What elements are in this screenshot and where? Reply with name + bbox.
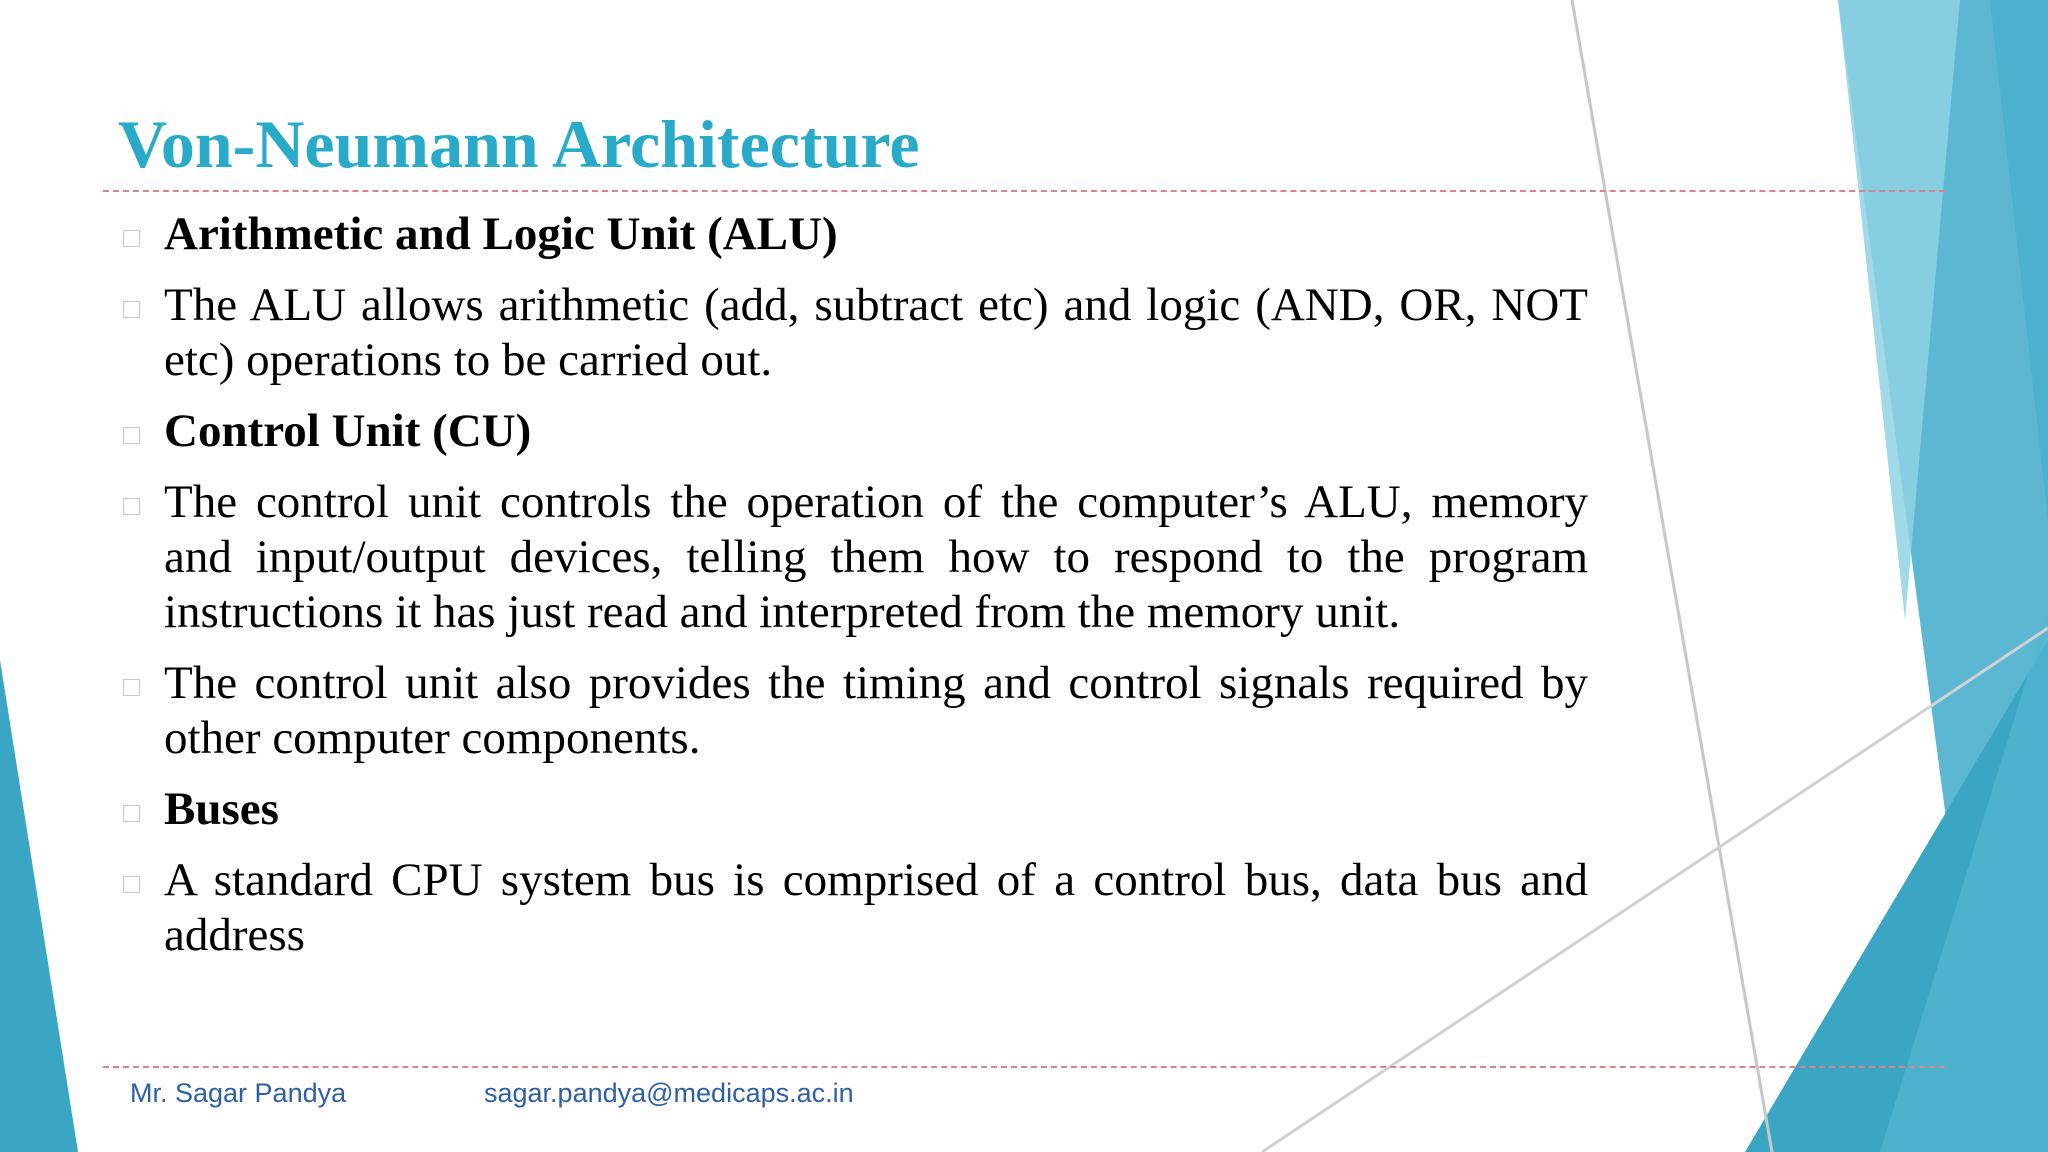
bullet-square-icon (123, 427, 140, 444)
diagonal-line-vertical (1572, 0, 1772, 1152)
section-heading (118, 782, 1588, 837)
left-accent-triangle (0, 660, 78, 1152)
bullet-label: Buses (164, 783, 279, 835)
footer-email: sagar.pandya@medicaps.ac.in (484, 1078, 854, 1108)
bullet-label: Arithmetic and Logic Unit (ALU) (164, 208, 838, 260)
bullet-text (118, 475, 1588, 640)
title-divider (103, 190, 1945, 192)
footer-author: Mr. Sagar Pandya (130, 1078, 347, 1108)
bullet-square-icon (123, 230, 140, 247)
bullet-square-icon (123, 498, 140, 515)
bullet-square-icon (123, 805, 140, 822)
bullet-label: The control unit controls the operation of the computer’s ALU, memory and input/output devices, telling them how to respond to the program instructions it has just read and interpreted from the memory unit. (164, 476, 1588, 638)
bullet-square-icon (123, 876, 140, 893)
slide-title: Von-Neumann Architecture (118, 106, 920, 182)
section-heading (118, 404, 1588, 459)
bullet-square-icon (123, 301, 140, 318)
bullet-label: The control unit also provides the timing and control signals required by other computer components. (164, 657, 1588, 764)
bullet-text (118, 278, 1588, 388)
bullet-text (118, 853, 1588, 963)
bullet-square-icon (123, 679, 140, 696)
bullet-label: A standard CPU system bus is comprised of a control bus, data bus and address (164, 854, 1588, 961)
bullet-label: Control Unit (CU) (164, 405, 532, 457)
section-heading (118, 207, 1588, 262)
bullet-label: The ALU allows arithmetic (add, subtract etc) and logic (AND, OR, NOT etc) operations to be carried out. (164, 279, 1588, 386)
footer-divider (103, 1066, 1945, 1068)
bullet-list (118, 207, 1588, 979)
bullet-text (118, 656, 1588, 766)
